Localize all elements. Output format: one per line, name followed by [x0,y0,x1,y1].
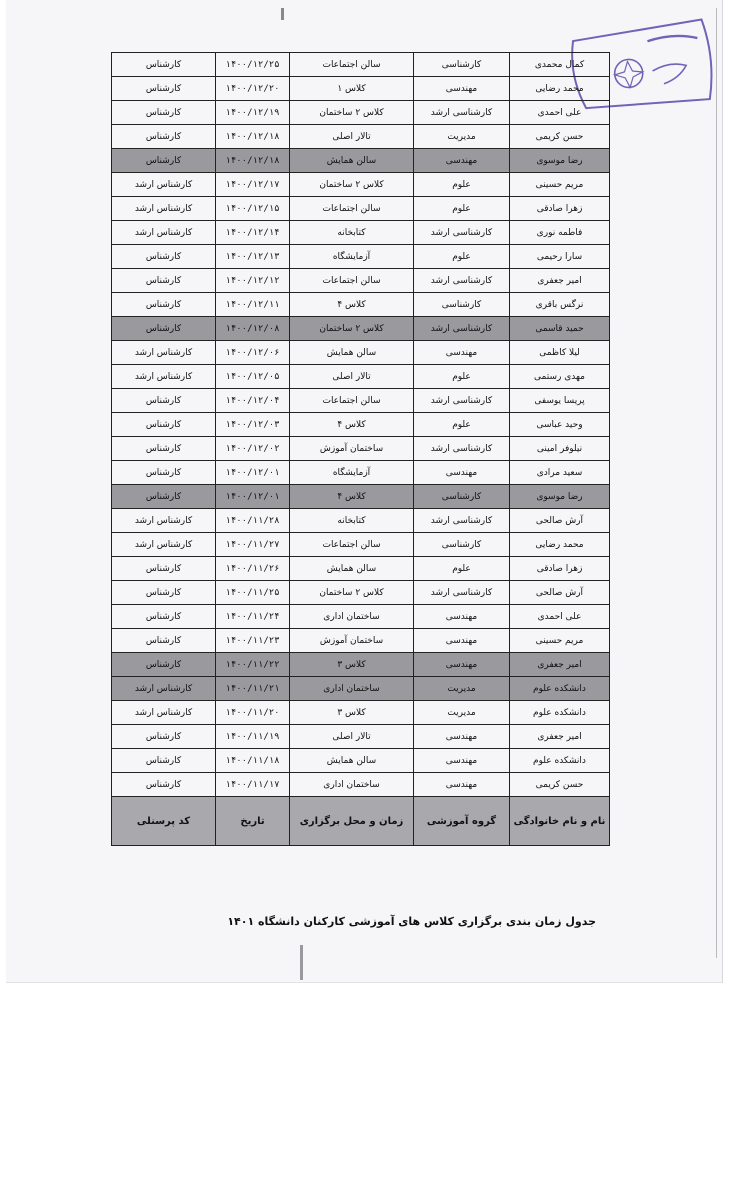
cell-group: مدیریت [414,125,510,149]
cell-date: ۱۴۰۰/۱۲/۰۲ [216,437,290,461]
cell-code: کارشناس [112,245,216,269]
cell-name: سعید مرادی [510,461,610,485]
table-row [112,77,610,101]
table-header-row [112,797,610,846]
table-row [112,485,610,509]
table-row [112,701,610,725]
schedule-table [111,52,610,846]
cell-date: ۱۴۰۰/۱۱/۲۳ [216,629,290,653]
cell-name: حسن کریمی [510,125,610,149]
table-row [112,533,610,557]
table-row [112,125,610,149]
cell-code: کارشناس [112,317,216,341]
cell-date: ۱۴۰۰/۱۱/۲۶ [216,557,290,581]
cell-date: ۱۴۰۰/۱۱/۲۰ [216,701,290,725]
cell-name: وحید عباسی [510,413,610,437]
cell-time: سالن همایش [290,749,414,773]
cell-group: مهندسی [414,77,510,101]
cell-name: مریم حسینی [510,173,610,197]
cell-code: کارشناس [112,773,216,797]
cell-group: علوم [414,413,510,437]
cell-code: کارشناس ارشد [112,509,216,533]
cell-date: ۱۴۰۰/۱۲/۲۰ [216,77,290,101]
cell-code: کارشناس [112,413,216,437]
cell-group: مهندسی [414,341,510,365]
cell-time: کلاس ۲ ساختمان [290,581,414,605]
cell-code: کارشناس [112,269,216,293]
table-row [112,725,610,749]
table-row [112,749,610,773]
cell-group: کارشناسی ارشد [414,509,510,533]
cell-group: علوم [414,365,510,389]
cell-time: سالن همایش [290,149,414,173]
cell-date: ۱۴۰۰/۱۲/۰۳ [216,413,290,437]
cell-date: ۱۴۰۰/۱۲/۰۴ [216,389,290,413]
table-row [112,365,610,389]
cell-group: علوم [414,245,510,269]
cell-date: ۱۴۰۰/۱۱/۱۸ [216,749,290,773]
cell-group: کارشناسی [414,53,510,77]
cell-time: کلاس ۲ ساختمان [290,173,414,197]
cell-time: ساختمان اداری [290,773,414,797]
cell-code: کارشناس ارشد [112,221,216,245]
cell-code: کارشناس ارشد [112,197,216,221]
cell-time: کتابخانه [290,221,414,245]
cell-time: سالن اجتماعات [290,53,414,77]
cell-group: مهندسی [414,461,510,485]
header-time: زمان و محل برگزاری [290,797,414,846]
cell-date: ۱۴۰۰/۱۱/۲۵ [216,581,290,605]
cell-date: ۱۴۰۰/۱۲/۱۴ [216,221,290,245]
cell-name: رضا موسوی [510,149,610,173]
table-row [112,341,610,365]
cell-name: دانشکده علوم [510,677,610,701]
cell-group: علوم [414,173,510,197]
cell-date: ۱۴۰۰/۱۲/۱۷ [216,173,290,197]
cell-time: کتابخانه [290,509,414,533]
header-date: تاریخ [216,797,290,846]
punch-mark [281,8,284,20]
cell-time: سالن اجتماعات [290,197,414,221]
table-row [112,101,610,125]
cell-date: ۱۴۰۰/۱۲/۰۱ [216,485,290,509]
cell-name: نرگس باقری [510,293,610,317]
cell-time: ساختمان اداری [290,677,414,701]
cell-code: کارشناس [112,557,216,581]
cell-name: امیر جعفری [510,269,610,293]
cell-date: ۱۴۰۰/۱۲/۲۵ [216,53,290,77]
cell-date: ۱۴۰۰/۱۱/۲۱ [216,677,290,701]
cell-code: کارشناس ارشد [112,677,216,701]
header-code: کد پرسنلی [112,797,216,846]
cell-date: ۱۴۰۰/۱۱/۲۲ [216,653,290,677]
cell-code: کارشناس [112,101,216,125]
cell-date: ۱۴۰۰/۱۲/۱۵ [216,197,290,221]
table-row [112,53,610,77]
cell-code: کارشناس [112,293,216,317]
cell-time: آزمایشگاه [290,461,414,485]
cell-group: علوم [414,197,510,221]
cell-date: ۱۴۰۰/۱۱/۲۸ [216,509,290,533]
header-group: گروه آموزشی [414,797,510,846]
cell-time: تالار اصلی [290,125,414,149]
cell-code: کارشناس [112,149,216,173]
cell-name: زهرا صادقی [510,557,610,581]
cell-group: مهندسی [414,149,510,173]
table-row [112,509,610,533]
cell-code: کارشناس ارشد [112,533,216,557]
cell-name: سارا رحیمی [510,245,610,269]
cell-time: سالن همایش [290,557,414,581]
cell-time: سالن اجتماعات [290,533,414,557]
table-row [112,581,610,605]
cell-code: کارشناس ارشد [112,365,216,389]
cell-date: ۱۴۰۰/۱۲/۰۶ [216,341,290,365]
cell-name: علی احمدی [510,605,610,629]
cell-name: علی احمدی [510,101,610,125]
cell-group: کارشناسی ارشد [414,101,510,125]
cell-code: کارشناس [112,629,216,653]
cell-name: امیر جعفری [510,725,610,749]
cell-code: کارشناس ارشد [112,173,216,197]
cell-name: پریسا یوسفی [510,389,610,413]
table-row [112,653,610,677]
cell-time: کلاس ۲ ساختمان [290,101,414,125]
table-row [112,149,610,173]
cell-name: آرش صالحی [510,509,610,533]
cell-name: کمال محمدی [510,53,610,77]
cell-time: آزمایشگاه [290,245,414,269]
cell-date: ۱۴۰۰/۱۲/۰۵ [216,365,290,389]
cell-group: کارشناسی ارشد [414,389,510,413]
cell-name: زهرا صادقی [510,197,610,221]
cell-group: کارشناسی ارشد [414,221,510,245]
cell-group: کارشناسی [414,293,510,317]
cell-date: ۱۴۰۰/۱۱/۱۹ [216,725,290,749]
cell-code: کارشناس [112,125,216,149]
cell-name: محمد رضایی [510,77,610,101]
table-row [112,677,610,701]
cell-group: مهندسی [414,773,510,797]
cell-name: نیلوفر امینی [510,437,610,461]
cell-group: مهندسی [414,605,510,629]
cell-name: لیلا کاظمی [510,341,610,365]
fold-mark [300,945,303,980]
table-row [112,461,610,485]
cell-name: مریم حسینی [510,629,610,653]
table-row [112,245,610,269]
cell-group: کارشناسی [414,485,510,509]
cell-code: کارشناس [112,725,216,749]
cell-name: حمید قاسمی [510,317,610,341]
cell-name: فاطمه نوری [510,221,610,245]
table-row [112,629,610,653]
cell-name: دانشکده علوم [510,701,610,725]
header-name: نام و نام خانوادگی [510,797,610,846]
cell-date: ۱۴۰۰/۱۲/۱۹ [216,101,290,125]
cell-code: کارشناس ارشد [112,341,216,365]
cell-name: رضا موسوی [510,485,610,509]
cell-name: دانشکده علوم [510,749,610,773]
cell-group: مهندسی [414,725,510,749]
cell-name: امیر جعفری [510,653,610,677]
table-row [112,389,610,413]
cell-code: کارشناس [112,749,216,773]
cell-time: کلاس ۴ [290,413,414,437]
cell-date: ۱۴۰۰/۱۲/۱۱ [216,293,290,317]
cell-time: کلاس ۳ [290,653,414,677]
table-row [112,437,610,461]
cell-time: ساختمان آموزش [290,437,414,461]
table-row [112,605,610,629]
cell-date: ۱۴۰۰/۱۱/۲۷ [216,533,290,557]
table-row [112,317,610,341]
cell-time: سالن اجتماعات [290,269,414,293]
cell-group: کارشناسی ارشد [414,437,510,461]
cell-code: کارشناس [112,53,216,77]
cell-time: کلاس ۲ ساختمان [290,317,414,341]
cell-code: کارشناس [112,389,216,413]
table-row [112,269,610,293]
cell-time: کلاس ۴ [290,485,414,509]
cell-date: ۱۴۰۰/۱۲/۰۱ [216,461,290,485]
cell-code: کارشناس [112,437,216,461]
cell-name: محمد رضایی [510,533,610,557]
cell-group: مدیریت [414,701,510,725]
cell-group: کارشناسی [414,533,510,557]
cell-date: ۱۴۰۰/۱۲/۱۸ [216,149,290,173]
table-row [112,197,610,221]
cell-time: کلاس ۱ [290,77,414,101]
cell-time: ساختمان اداری [290,605,414,629]
page-edge [716,8,717,958]
cell-code: کارشناس [112,77,216,101]
cell-date: ۱۴۰۰/۱۲/۱۳ [216,245,290,269]
table-row [112,413,610,437]
cell-date: ۱۴۰۰/۱۲/۰۸ [216,317,290,341]
cell-date: ۱۴۰۰/۱۱/۲۴ [216,605,290,629]
cell-date: ۱۴۰۰/۱۲/۱۸ [216,125,290,149]
cell-time: سالن همایش [290,341,414,365]
table-caption: جدول زمان بندی برگزاری کلاس های آموزشی کارکنان دانشگاه ۱۴۰۱ [227,915,596,928]
cell-code: کارشناس [112,461,216,485]
table-row [112,773,610,797]
cell-name: مهدی رستمی [510,365,610,389]
cell-code: کارشناس ارشد [112,701,216,725]
cell-time: کلاس ۴ [290,293,414,317]
cell-name: حسن کریمی [510,773,610,797]
cell-group: علوم [414,557,510,581]
cell-group: مهندسی [414,653,510,677]
cell-group: کارشناسی ارشد [414,269,510,293]
table-row [112,173,610,197]
cell-code: کارشناس [112,581,216,605]
table-row [112,293,610,317]
cell-time: تالار اصلی [290,725,414,749]
table-row [112,557,610,581]
cell-group: کارشناسی ارشد [414,317,510,341]
cell-group: کارشناسی ارشد [414,581,510,605]
cell-group: مهندسی [414,629,510,653]
cell-time: ساختمان آموزش [290,629,414,653]
cell-date: ۱۴۰۰/۱۱/۱۷ [216,773,290,797]
cell-code: کارشناس [112,485,216,509]
cell-group: مدیریت [414,677,510,701]
cell-date: ۱۴۰۰/۱۲/۱۲ [216,269,290,293]
cell-time: تالار اصلی [290,365,414,389]
cell-group: مهندسی [414,749,510,773]
cell-time: سالن اجتماعات [290,389,414,413]
table-row [112,221,610,245]
cell-name: آرش صالحی [510,581,610,605]
cell-code: کارشناس [112,653,216,677]
cell-code: کارشناس [112,605,216,629]
cell-time: کلاس ۳ [290,701,414,725]
